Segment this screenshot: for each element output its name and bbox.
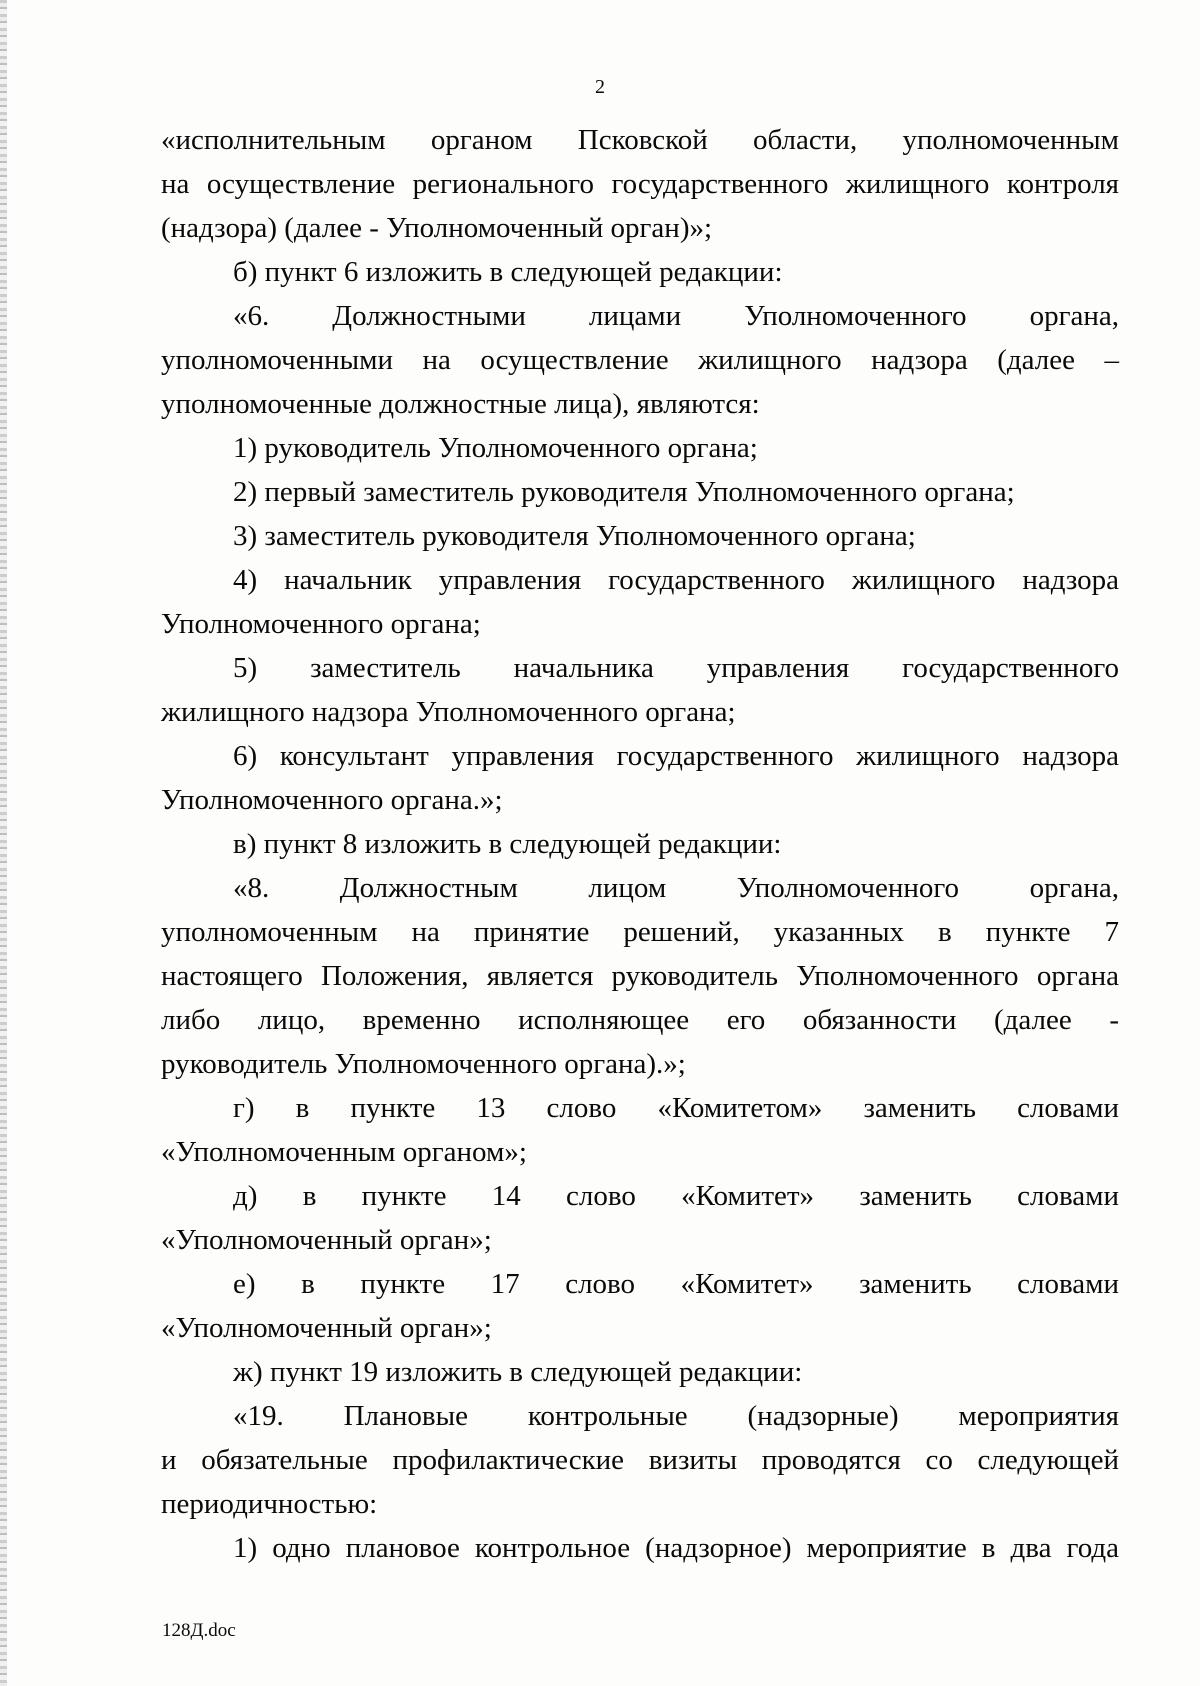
text-line: (надзора) (далее - Уполномоченный орган)»; [161,212,713,244]
file-name-footer: 128Д.doc [162,1620,236,1641]
text-line: «8. Должностным лицом Уполномоченного органа, [233,872,1119,904]
text-line: 5) заместитель начальника управления государственного [233,652,1119,684]
text-line: уполномоченные должностные лица), являются: [161,388,760,420]
text-line: настоящего Положения, является руководитель Уполномоченного органа [161,960,1119,992]
text-line: либо лицо, временно исполняющее его обязанности (далее - [161,1004,1119,1036]
text-line: «6. Должностными лицами Уполномоченного органа, [233,300,1119,332]
text-line: «исполнительным органом Псковской области, уполномоченным [161,124,1119,156]
text-line: 1) руководитель Уполномоченного органа; [233,432,758,464]
text-line: жилищного надзора Уполномоченного органа; [161,696,736,728]
scan-edge [0,0,7,1686]
text-line: на осуществление регионального государственного жилищного контроля [161,168,1119,200]
text-line: в) пункт 8 изложить в следующей редакции: [233,828,782,860]
text-line: ж) пункт 19 изложить в следующей редакции: [233,1356,803,1388]
text-line: и обязательные профилактические визиты проводятся со следующей [161,1444,1119,1476]
text-line: «Уполномоченный орган»; [161,1312,492,1344]
text-line: периодичностью: [161,1488,378,1520]
text-line: 6) консультант управления государственного жилищного надзора [233,740,1119,772]
text-line: «19. Плановые контрольные (надзорные) мероприятия [233,1400,1119,1432]
text-line: д) в пункте 14 слово «Комитет» заменить словами [233,1180,1119,1212]
text-line: «Уполномоченным органом»; [161,1136,527,1168]
text-line: «Уполномоченный орган»; [161,1224,492,1256]
text-line: 2) первый заместитель руководителя Уполномоченного органа; [233,476,1015,508]
page-number: 2 [595,76,605,98]
text-line: 3) заместитель руководителя Уполномоченного органа; [233,520,916,552]
text-line: б) пункт 6 изложить в следующей редакции: [233,256,783,288]
text-line: уполномоченными на осуществление жилищного надзора (далее – [161,344,1119,376]
text-line: руководитель Уполномоченного органа).»; [161,1048,686,1080]
text-line: Уполномоченного органа.»; [161,784,503,816]
text-line: уполномоченным на принятие решений, указанных в пункте 7 [161,916,1119,948]
text-line: Уполномоченного органа; [161,608,481,640]
text-line: 4) начальник управления государственного жилищного надзора [233,564,1119,596]
text-line: е) в пункте 17 слово «Комитет» заменить словами [233,1268,1119,1300]
text-line: г) в пункте 13 слово «Комитетом» заменить словами [233,1092,1119,1124]
document-body [161,118,1119,1570]
text-line: 1) одно плановое контрольное (надзорное) мероприятие в два года [233,1532,1119,1564]
